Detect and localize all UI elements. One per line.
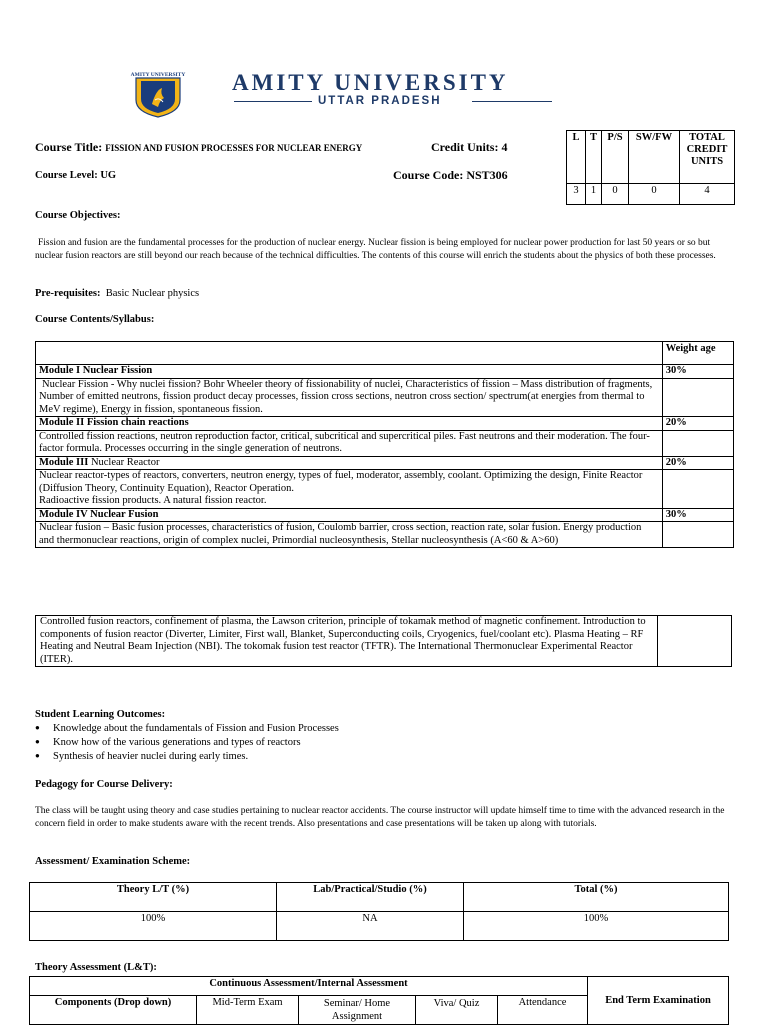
module-1-weight: 30%	[662, 365, 733, 379]
course-code: Course Code: NST306	[393, 168, 508, 182]
course-title-value: FISSION AND FUSION PROCESSES FOR NUCLEAR ENERGY	[105, 143, 363, 153]
module-3-content-extra: Radioactive fission products. A natural fission reactor.	[39, 495, 267, 506]
module-4-weight-blank	[662, 522, 733, 548]
outcomes-heading: Student Learning Outcomes:	[35, 709, 166, 720]
assessment-value-theory: 100%	[30, 912, 277, 941]
component-viva: Viva/ Quiz	[416, 996, 498, 1025]
outcomes-list	[35, 723, 339, 765]
objectives-heading: Course Objectives:	[35, 210, 121, 221]
theory-assessment-table	[29, 976, 729, 1025]
theory-assessment-heading: Theory Assessment (L&T):	[35, 962, 157, 973]
logo-text: AMITY UNIVERSITY	[130, 72, 186, 78]
outcome-item: ● Know how of the various generations and types of reactors	[35, 737, 339, 751]
campus-banner	[232, 95, 552, 109]
module-3-title-rest: Nuclear Reactor	[88, 456, 160, 468]
assessment-header-lab: Lab/Practical/Studio (%)	[277, 883, 464, 912]
course-title-label: Course Title:	[35, 140, 103, 154]
syllabus-header-blank	[36, 342, 663, 365]
module-2-title: Module II Fission chain reactions	[36, 417, 663, 431]
credit-value-t: 1	[586, 184, 602, 205]
module-1-content: Nuclear Fission - Why nuclei fission? Bohr Wheeler theory of fissionability of nuclei, Characteristics of fission – Mass distribution of fragments, Number of emitted neutrons, fission product decay processes, fission cross sections, neutron cross section/ spectrum(at energies from thermal to MeV regime), Energy in fission, spontaneous fission.	[36, 378, 663, 417]
outcome-item: ● Knowledge about the fundamentals of Fission and Fusion Processes	[35, 723, 339, 737]
fusion-continued-text: Controlled fusion reactors, confinement of plasma, the Lawson criterion, principle of tokamak method of magnetic confinement. Introduction to components of fusion reactor (Diverter, Limiter, First wall, Blanket, Superconducting coils, Cryogenics, fuel/coolant etc). Plasma Heating – RF Heating and Neutral Beam Injection (NBI). The tokomak fusion test reactor (TFTR). The International Thermonuclear Experimental Reactor (ITER).	[36, 616, 658, 667]
credit-header-swfw: SW/FW	[629, 131, 680, 184]
fusion-continued-table	[35, 615, 732, 667]
module-3-title-bold: Module III	[39, 456, 89, 468]
module-4-content: Nuclear fusion – Basic fusion processes, characteristics of fusion, Coulomb barrier, cross section, reaction rate, solar fusion. Energy production and thermonuclear reactions, origin of complex nuclei, Primordial nucleosynthesis, Stellar nucleosynthesis (A<60 & A>60)	[36, 522, 663, 548]
credit-header-t: T	[586, 131, 602, 184]
assessment-header-total: Total (%)	[464, 883, 729, 912]
objectives-text: Fission and fusion are the fundamental processes for the production of nuclear energy. Nuclear fission is being employed for nuclear power production for last 50 years or so but nuclear fusion reactors are still beyond our reach because of the technical difficulties. The contents of this course will enrich the students about the physics of both these processes.	[35, 238, 716, 261]
course-level	[35, 170, 116, 181]
prerequisites	[35, 288, 199, 299]
weight-header: Weight age	[662, 342, 733, 365]
component-midterm: Mid-Term Exam	[197, 996, 299, 1025]
fusion-continued-blank	[658, 616, 732, 667]
university-name: AMITY UNIVERSITY	[232, 70, 509, 95]
component-attendance: Attendance	[498, 996, 588, 1025]
syllabus-heading: Course Contents/Syllabus:	[35, 314, 155, 325]
components-header: Components (Drop down)	[30, 996, 197, 1025]
module-3-weight-blank	[662, 470, 733, 509]
outcome-item: ● Synthesis of heavier nuclei during early times.	[35, 751, 339, 765]
university-logo	[130, 70, 186, 118]
credit-value-ps: 0	[602, 184, 629, 205]
continuous-assessment-header: Continuous Assessment/Internal Assessment	[30, 977, 588, 996]
assessment-value-lab: NA	[277, 912, 464, 941]
syllabus-table	[35, 341, 734, 548]
module-3-content-main: Nuclear reactor-types of reactors, converters, neutron energy, types of fuel, moderator, assembly, coolant. Optimizing the design, Finite Reactor (Diffusion Theory, Continuity Equation), Reactor Operation.	[39, 470, 643, 494]
module-2-weight: 20%	[662, 417, 733, 431]
assessment-heading: Assessment/ Examination Scheme:	[35, 856, 191, 867]
credit-value-total: 4	[680, 184, 735, 205]
credit-header-ps: P/S	[602, 131, 629, 184]
credit-value-l: 3	[567, 184, 586, 205]
credit-header-l: L	[567, 131, 586, 184]
module-1-weight-blank	[662, 378, 733, 417]
module-4-title: Module IV Nuclear Fusion	[36, 508, 663, 522]
module-2-content: Controlled fission reactions, neutron reproduction factor, critical, subcritical and supercritical piles. Fast neutrons and their moderation. The four-factor formula. Processes occurring in the single generation of neutrons.	[36, 430, 663, 456]
component-seminar: Seminar/ Home Assignment	[299, 996, 416, 1025]
credit-units: Credit Units: 4	[431, 140, 508, 154]
assessment-value-total: 100%	[464, 912, 729, 941]
module-3-weight: 20%	[662, 456, 733, 470]
credit-table	[566, 130, 735, 205]
campus-name: UTTAR PRADESH	[318, 95, 442, 107]
module-4-weight: 30%	[662, 508, 733, 522]
pedagogy-text: The class will be taught using theory and case studies pertaining to nuclear reactor accidents. The course instructor will update himself time to time with the advanced research in the concern field in order to make students aware with the recent trends. Also presentations and case presentations will be taken up along with tutorials.	[35, 806, 725, 829]
assessment-table	[29, 882, 729, 941]
prerequisites-label: Pre-requisites:	[35, 288, 101, 299]
module-3-content	[36, 470, 663, 509]
module-3-title	[36, 456, 663, 470]
module-2-weight-blank	[662, 430, 733, 456]
pedagogy-heading: Pedagogy for Course Delivery:	[35, 779, 173, 790]
course-level-value: UG	[100, 170, 117, 181]
course-level-label: Course Level:	[35, 170, 98, 181]
end-term-header: End Term Examination	[588, 977, 729, 1025]
course-title-row	[35, 140, 362, 155]
credit-header-total: TOTAL CREDIT UNITS	[680, 131, 735, 184]
credit-value-swfw: 0	[629, 184, 680, 205]
assessment-header-theory: Theory L/T (%)	[30, 883, 277, 912]
prerequisites-value: Basic Nuclear physics	[105, 288, 200, 299]
module-1-title: Module I Nuclear Fission	[36, 365, 663, 379]
